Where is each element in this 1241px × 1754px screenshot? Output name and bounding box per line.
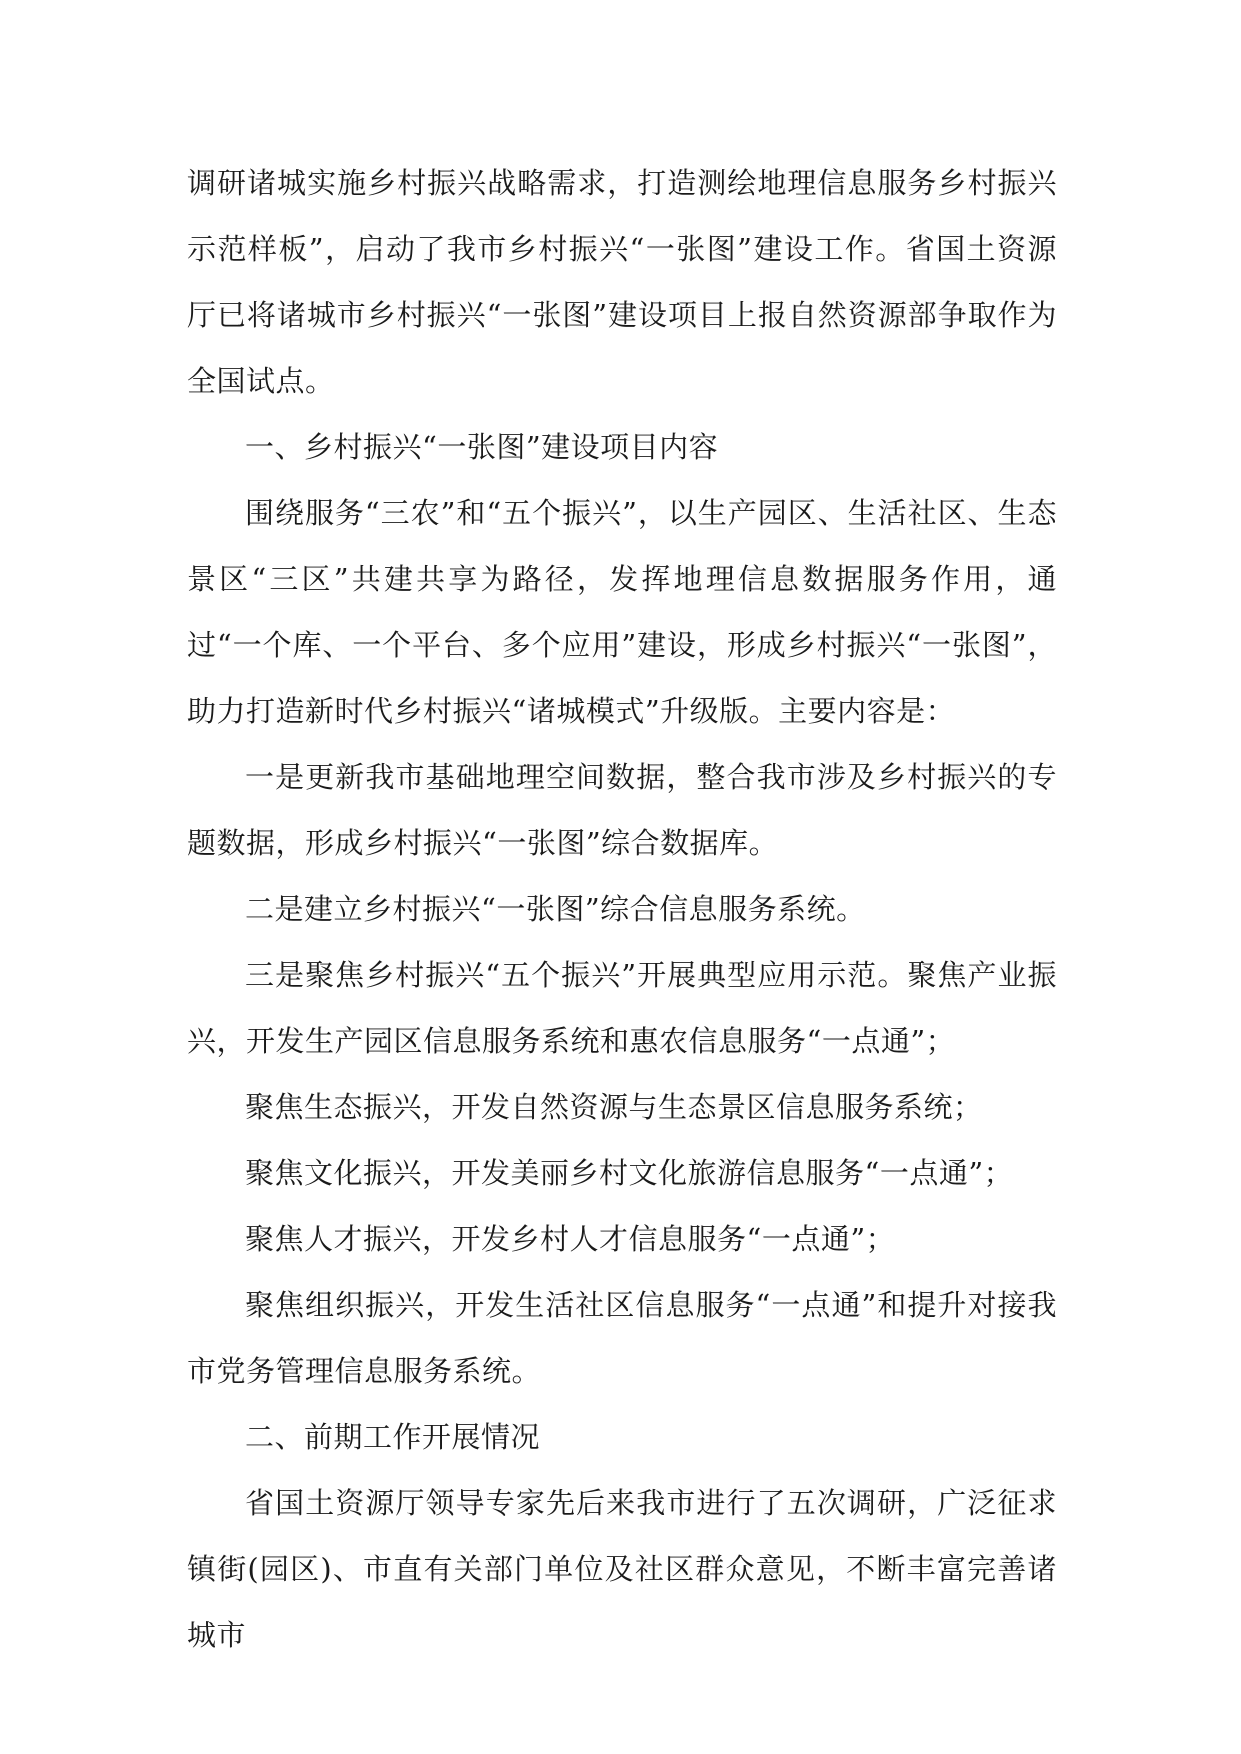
paragraph-project-overview: 围绕服务“三农”和“五个振兴”，以生产园区、生活社区、生态景区“三区”共建共享为路径，发挥地理信息数据服务作用，通过“一个库、一个平台、多个应用”建设，形成乡村振兴“一张图”，助力打造新时代乡村振兴“诸城模式”升级版。主要内容是： xyxy=(187,496,1057,728)
section-heading-project-content: 一、乡村振兴“一张图”建设项目内容 xyxy=(245,430,719,464)
paragraph-item-three: 三是聚焦乡村振兴“五个振兴”开展典型应用示范。聚焦产业振兴，开发生产园区信息服务系统和惠农信息服务“一点通”； xyxy=(187,958,1057,1058)
paragraph-ecology: 聚焦生态振兴，开发自然资源与生态景区信息服务系统； xyxy=(245,1090,983,1124)
paragraph-item-one: 一是更新我市基础地理空间数据，整合我市涉及乡村振兴的专题数据，形成乡村振兴“一张图”综合数据库。 xyxy=(187,760,1057,860)
paragraph-culture: 聚焦文化振兴，开发美丽乡村文化旅游信息服务“一点通”； xyxy=(245,1156,1014,1190)
paragraph-talent: 聚焦人才振兴，开发乡村人才信息服务“一点通”； xyxy=(245,1222,896,1256)
section-heading-preliminary-work: 二、前期工作开展情况 xyxy=(245,1420,541,1454)
document-body xyxy=(187,150,1057,1668)
paragraph-preliminary-work: 省国土资源厅领导专家先后来我市进行了五次调研，广泛征求镇街(园区)、市直有关部门单位及社区群众意见，不断丰富完善诸城市 xyxy=(187,1486,1057,1652)
paragraph-organization: 聚焦组织振兴，开发生活社区信息服务“一点通”和提升对接我市党务管理信息服务系统。 xyxy=(187,1288,1057,1388)
paragraph-continuation: 调研诸城实施乡村振兴战略需求，打造测绘地理信息服务乡村振兴示范样板”，启动了我市乡村振兴“一张图”建设工作。省国土资源厅已将诸城市乡村振兴“一张图”建设项目上报自然资源部争取作为全国试点。 xyxy=(187,166,1057,398)
paragraph-item-two: 二是建立乡村振兴“一张图”综合信息服务系统。 xyxy=(245,892,866,926)
